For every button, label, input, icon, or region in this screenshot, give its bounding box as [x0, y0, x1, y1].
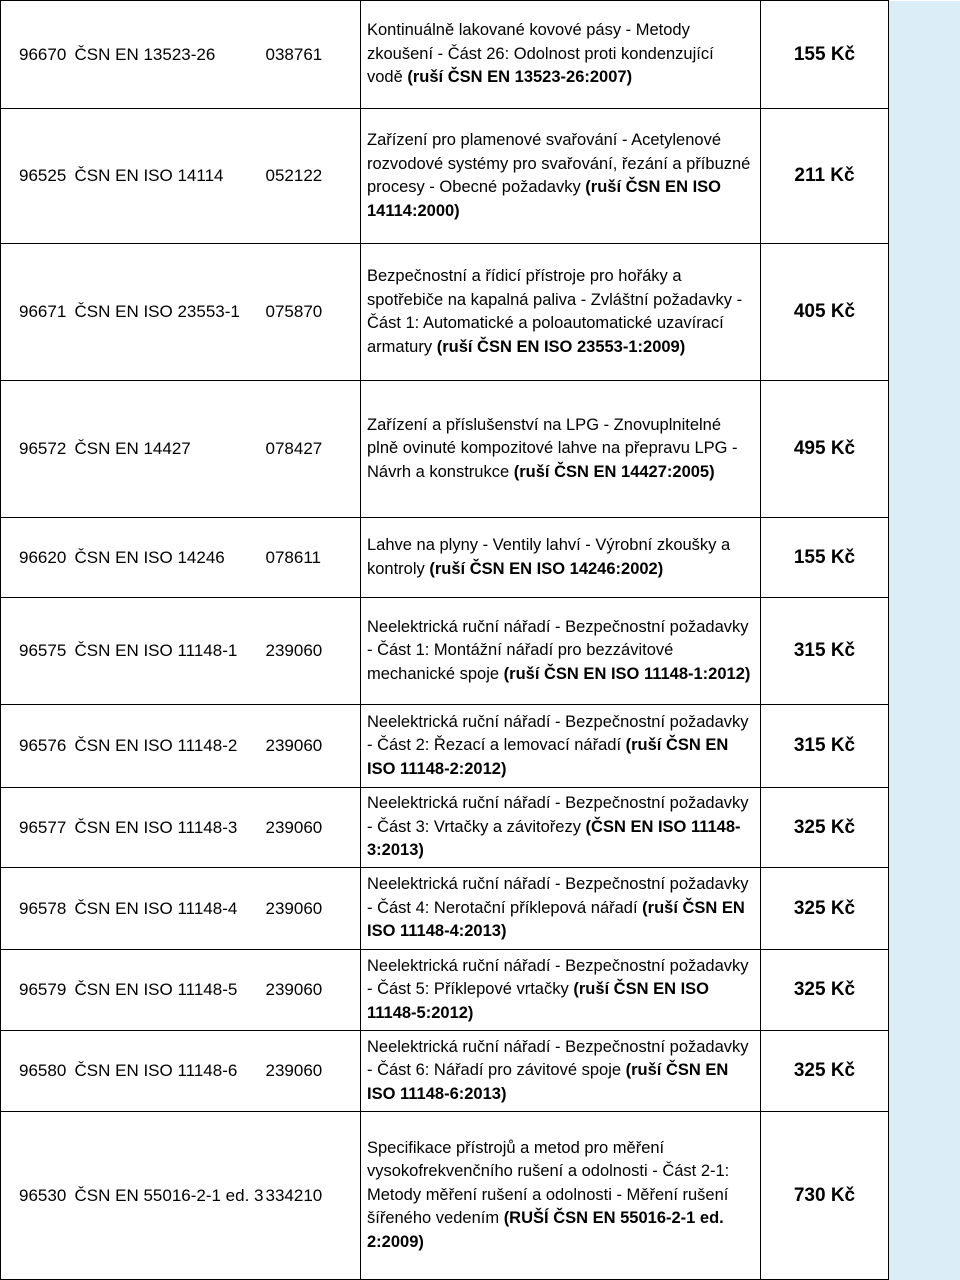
table-row — [1, 381, 960, 518]
standard-title — [361, 1031, 761, 1112]
standard-title — [361, 244, 761, 381]
table-row — [1, 950, 960, 1031]
replaces-note: (ruší ČSN EN ISO 11148-2:2012) — [367, 736, 729, 778]
title-text: Lahve na plyny - Ventily lahví - Výrobní zkoušky a kontroly — [367, 536, 731, 578]
title-text: Neelektrická ruční nářadí - Bezpečnostní požadavky - Část 5: Příklepové vrtačky — [367, 956, 749, 999]
replaces-note: (ruší ČSN EN ISO 11148-6:2013) — [367, 1061, 729, 1103]
classification-code: 239060 — [266, 705, 361, 788]
replaces-note: (ruší ČSN EN 14427:2005) — [513, 462, 715, 481]
standard-designation: ČSN EN 55016-2-1 ed. 3 — [71, 1112, 266, 1280]
side-shade — [889, 598, 960, 705]
record-number: 96578 — [1, 868, 71, 950]
price: 325 Kč — [761, 788, 889, 868]
table-row — [1, 518, 960, 598]
table-row — [1, 244, 960, 381]
title-text: Kontinuálně lakované kovové pásy - Metody zkoušení - Část 26: Odolnost proti kondenzující vodě — [367, 21, 714, 87]
replaces-note: (ruší ČSN EN ISO 11148-4:2013) — [367, 898, 745, 941]
replaces-note: (RUŠÍ ČSN EN 55016-2-1 ed. 2:2009) — [367, 1209, 724, 1251]
price: 155 Kč — [761, 518, 889, 598]
price: 325 Kč — [761, 950, 889, 1031]
title-text: Zařízení a příslušenství na LPG - Znovuplnitelné plně ovinuté kompozitové lahve na přepravu LPG - Návrh a konstrukce — [367, 415, 738, 481]
side-shade — [889, 788, 960, 868]
record-number: 96620 — [1, 518, 71, 598]
standard-designation: ČSN EN ISO 11148-1 — [71, 598, 266, 705]
price: 405 Kč — [761, 244, 889, 381]
standard-designation: ČSN EN ISO 14114 — [71, 109, 266, 244]
classification-code: 334210 — [266, 1112, 361, 1280]
side-shade — [889, 868, 960, 950]
price: 325 Kč — [761, 1031, 889, 1112]
side-shade — [889, 705, 960, 788]
replaces-note: (ČSN EN ISO 11148-3:2013) — [367, 817, 741, 860]
record-number: 96576 — [1, 705, 71, 788]
record-number: 96575 — [1, 598, 71, 705]
standard-title — [361, 518, 761, 598]
record-number: 96670 — [1, 1, 71, 109]
replaces-note: (ruší ČSN EN ISO 11148-5:2012) — [367, 980, 710, 1022]
title-text: Specifikace přístrojů a metod pro měření vysokofrekvenčního rušení a odolnosti - Část 2-1: Metody měření rušení a odolnosti - Měření rušení šířeného vedením — [367, 1138, 730, 1228]
record-number: 96530 — [1, 1112, 71, 1280]
standard-designation: ČSN EN ISO 11148-3 — [71, 788, 266, 868]
table-row — [1, 598, 960, 705]
side-shade — [889, 950, 960, 1031]
standard-designation: ČSN EN ISO 23553-1 — [71, 244, 266, 381]
standard-designation: ČSN EN ISO 11148-4 — [71, 868, 266, 950]
title-text: Zařízení pro plamenové svařování - Acetylenové rozvodové systémy pro svařování, řezání a příbuzné procesy - Obecné požadavky — [367, 131, 751, 196]
replaces-note: (ruší ČSN EN 13523-26:2007) — [407, 68, 633, 87]
replaces-note: (ruší ČSN EN ISO 14114:2000) — [367, 178, 721, 220]
price: 211 Kč — [761, 109, 889, 244]
side-shade — [889, 518, 960, 598]
record-number: 96577 — [1, 788, 71, 868]
table-row — [1, 1031, 960, 1112]
side-shade — [889, 244, 960, 381]
replaces-note: (ruší ČSN EN ISO 11148-1:2012) — [503, 664, 751, 683]
standard-designation: ČSN EN 14427 — [71, 381, 266, 518]
side-shade — [889, 1031, 960, 1112]
standard-designation: ČSN EN ISO 11148-5 — [71, 950, 266, 1031]
classification-code: 239060 — [266, 1031, 361, 1112]
record-number: 96525 — [1, 109, 71, 244]
record-number: 96580 — [1, 1031, 71, 1112]
standard-designation: ČSN EN ISO 11148-2 — [71, 705, 266, 788]
classification-code: 038761 — [266, 1, 361, 109]
classification-code: 078427 — [266, 381, 361, 518]
title-text: Bezpečnostní a řídicí přístroje pro hořáky a spotřebiče na kapalná paliva - Zvláštní požadavky - Část 1: Automatické a poloautomatické uzavírací armatury — [367, 267, 743, 356]
replaces-note: (ruší ČSN EN ISO 14246:2002) — [429, 559, 664, 578]
price: 155 Kč — [761, 1, 889, 109]
record-number: 96671 — [1, 244, 71, 381]
classification-code: 239060 — [266, 950, 361, 1031]
price: 325 Kč — [761, 868, 889, 950]
table-row — [1, 109, 960, 244]
record-number: 96579 — [1, 950, 71, 1031]
standard-title — [361, 1112, 761, 1280]
table-row — [1, 788, 960, 868]
standard-designation: ČSN EN ISO 11148-6 — [71, 1031, 266, 1112]
side-shade — [889, 1112, 960, 1280]
standard-title — [361, 705, 761, 788]
standards-table-body — [1, 1, 960, 1280]
side-shade — [889, 1, 960, 109]
price: 495 Kč — [761, 381, 889, 518]
title-text: Neelektrická ruční nářadí - Bezpečnostní požadavky - Část 6: Nářadí pro závitové spoje — [367, 1037, 749, 1080]
classification-code: 239060 — [266, 598, 361, 705]
table-row — [1, 705, 960, 788]
standard-title — [361, 381, 761, 518]
classification-code: 052122 — [266, 109, 361, 244]
price: 730 Kč — [761, 1112, 889, 1280]
standard-title — [361, 788, 761, 868]
table-row — [1, 868, 960, 950]
standard-designation: ČSN EN ISO 14246 — [71, 518, 266, 598]
price: 315 Kč — [761, 598, 889, 705]
classification-code: 078611 — [266, 518, 361, 598]
standard-designation: ČSN EN 13523-26 — [71, 1, 266, 109]
standard-title — [361, 1, 761, 109]
table-row — [1, 1112, 960, 1280]
standard-title — [361, 598, 761, 705]
standard-title — [361, 868, 761, 950]
price: 315 Kč — [761, 705, 889, 788]
classification-code: 239060 — [266, 868, 361, 950]
title-text: Neelektrická ruční nářadí - Bezpečnostní požadavky - Část 1: Montážní nářadí pro bezzávitové mechanické spoje — [367, 617, 749, 683]
title-text: Neelektrická ruční nářadí - Bezpečnostní požadavky - Část 4: Nerotační příklepová nářadí — [367, 875, 749, 917]
title-text: Neelektrická ruční nářadí - Bezpečnostní požadavky - Část 2: Řezací a lemovací nářadí — [367, 712, 749, 755]
standard-title — [361, 950, 761, 1031]
replaces-note: (ruší ČSN EN ISO 23553-1:2009) — [436, 337, 686, 356]
classification-code: 239060 — [266, 788, 361, 868]
standard-title — [361, 109, 761, 244]
table-row — [1, 1, 960, 109]
side-shade — [889, 109, 960, 244]
side-shade — [889, 381, 960, 518]
classification-code: 075870 — [266, 244, 361, 381]
title-text: Neelektrická ruční nářadí - Bezpečnostní požadavky - Část 3: Vrtačky a závitořezy — [367, 794, 749, 836]
record-number: 96572 — [1, 381, 71, 518]
